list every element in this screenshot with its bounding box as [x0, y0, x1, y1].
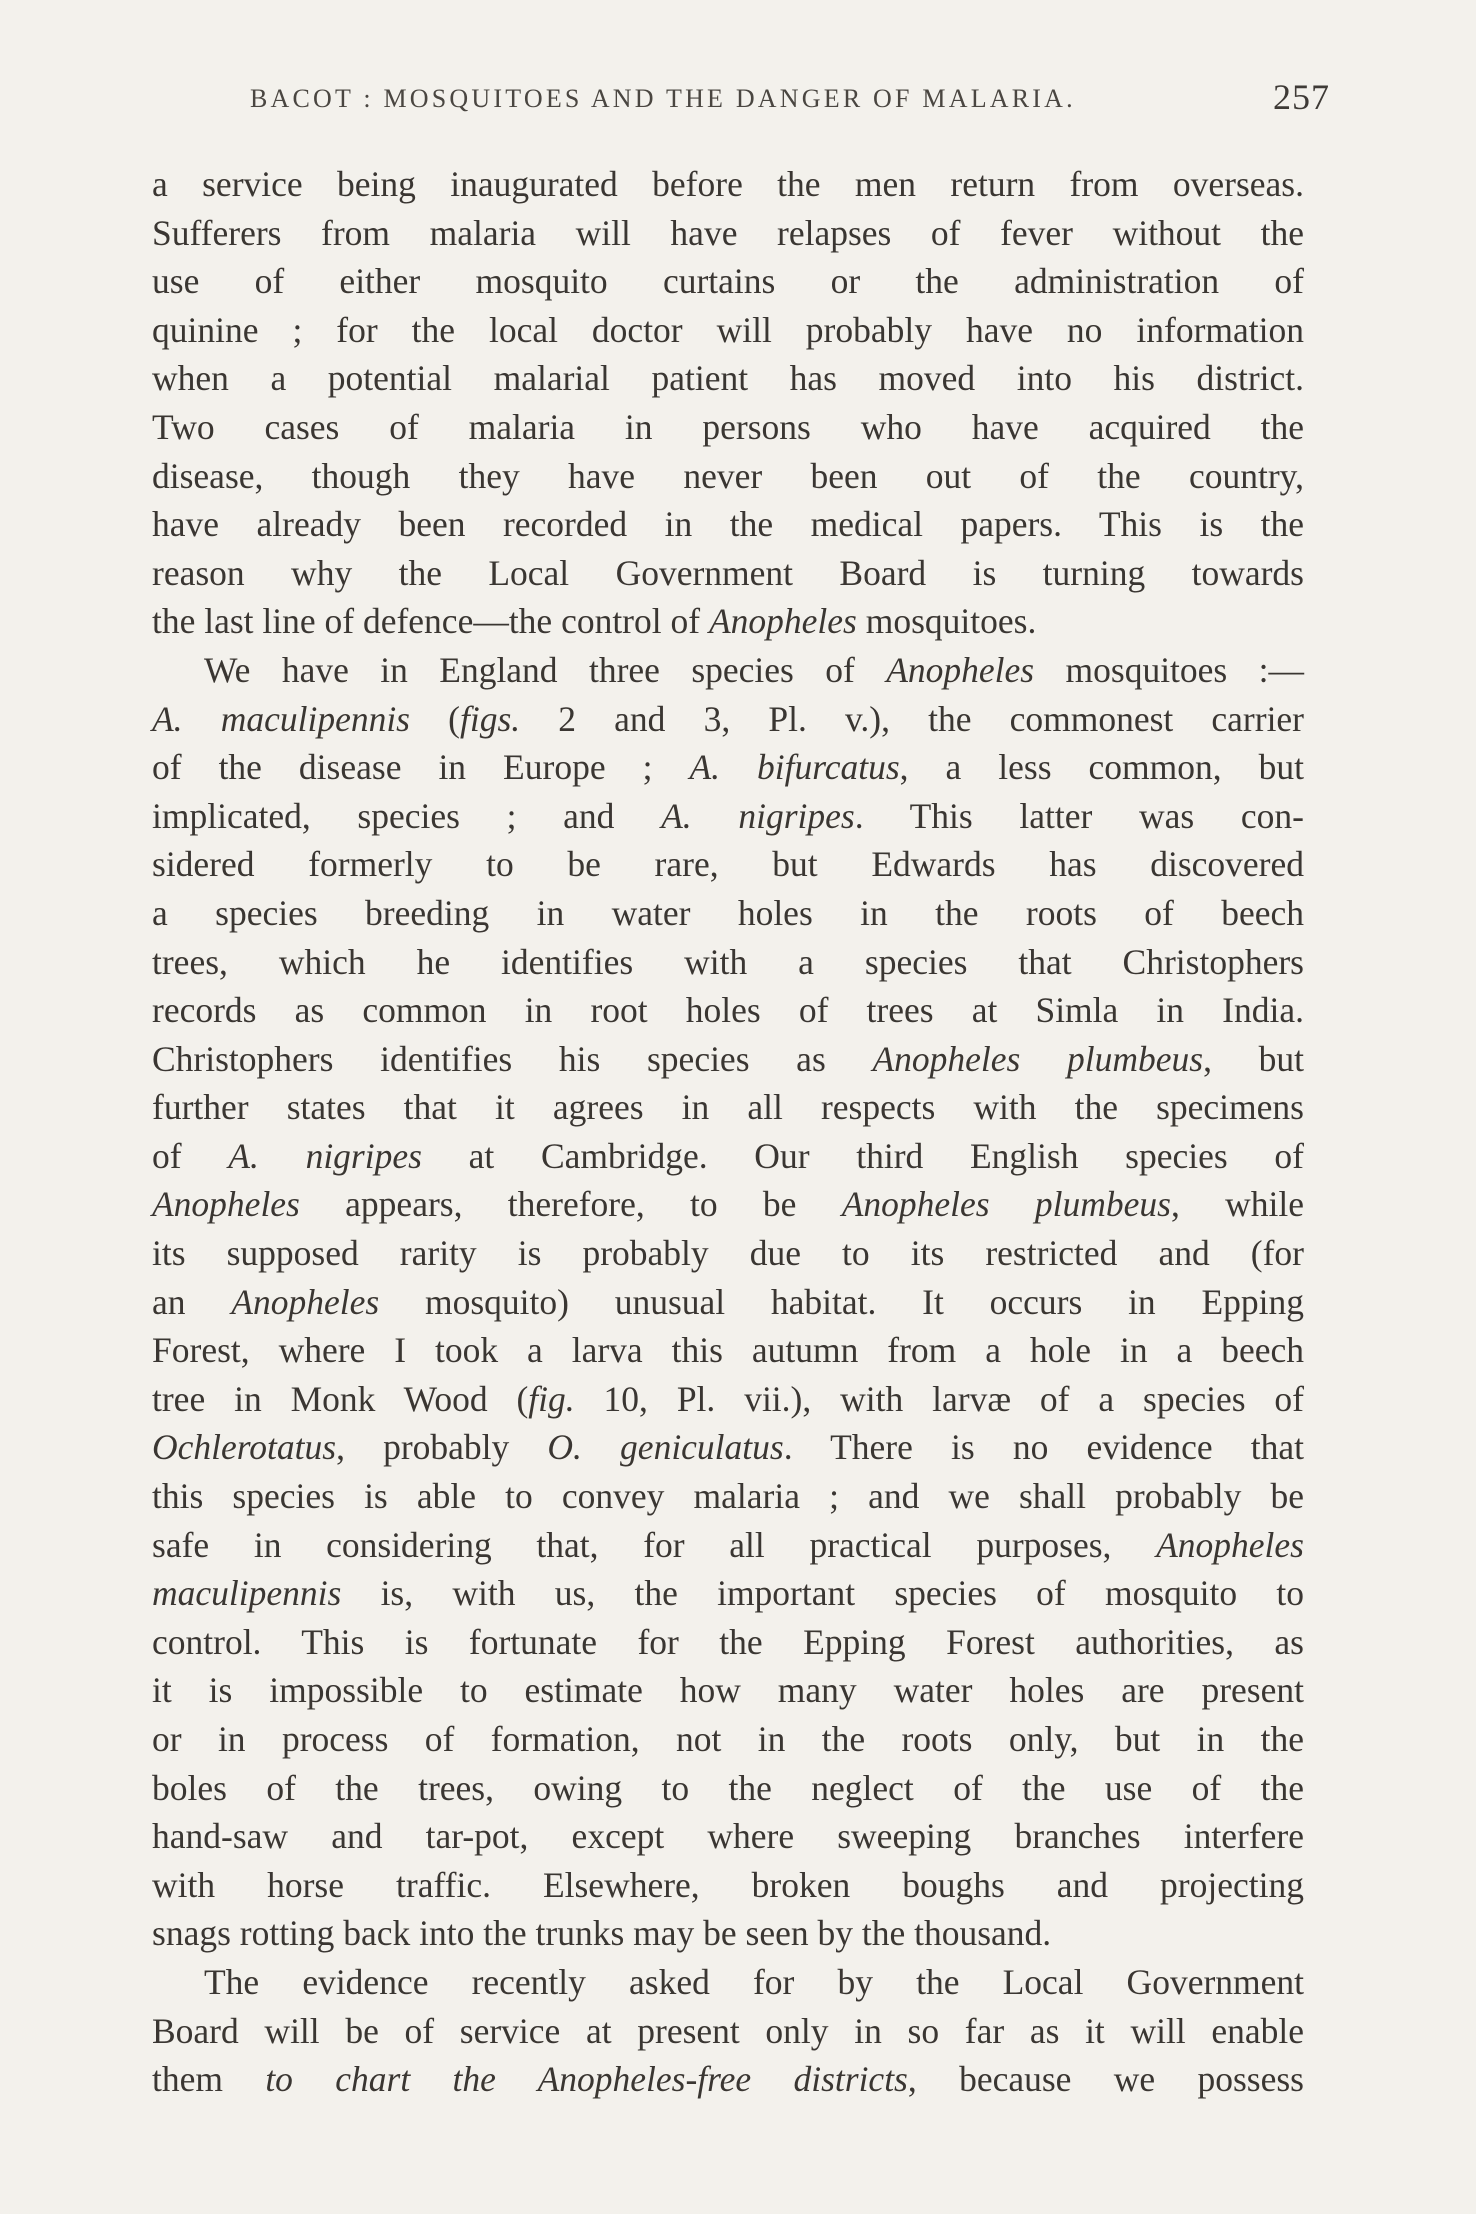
- text-line: [152, 1666, 1304, 1715]
- text-segment: (: [410, 698, 460, 739]
- text-line: [152, 1958, 1304, 2007]
- text-line: [152, 597, 1304, 646]
- text-segment: this species is able to convey malaria ; and we shall probably be: [152, 1476, 1304, 1517]
- text-line: [152, 1132, 1304, 1181]
- text-segment: boles of the trees, owing to the neglect of the use of the: [152, 1767, 1304, 1808]
- text-segment: mosquitoes.: [856, 601, 1037, 642]
- text-line: [152, 1375, 1304, 1424]
- text-segment: , but: [1203, 1038, 1304, 1079]
- text-segment: of the disease in Europe ;: [152, 747, 690, 788]
- italic-text: figs.: [459, 698, 521, 739]
- text-segment: when a potential malarial patient has moved into his district.: [152, 358, 1304, 399]
- text-segment: tree in Monk Wood (: [152, 1378, 529, 1419]
- text-line: [152, 1812, 1304, 1861]
- text-segment: , probably: [336, 1427, 548, 1468]
- text-line: [152, 1472, 1304, 1521]
- text-line: [152, 1764, 1304, 1813]
- text-segment: Sufferers from malaria will have relapses of fever without the: [152, 212, 1304, 253]
- text-segment: or in process of formation, not in the roots only, but in the: [152, 1719, 1304, 1759]
- text-segment: disease, though they have never been out of the country,: [152, 455, 1304, 496]
- text-line: [152, 986, 1304, 1035]
- text-line: [152, 354, 1304, 403]
- text-line: [152, 1861, 1304, 1910]
- italic-text: Ochlerotatus: [152, 1427, 337, 1468]
- text-segment: , a less common, but: [899, 747, 1304, 788]
- text-segment: . There is no evidence that: [783, 1427, 1304, 1468]
- text-segment: reason why the Local Government Board is turning towards: [152, 552, 1304, 593]
- italic-text: Anopheles plumbeus: [841, 1184, 1171, 1225]
- running-title: BACOT : MOSQUITOES AND THE DANGER OF MALARIA.: [250, 84, 1076, 113]
- text-segment: have already been recorded in the medical papers. This is the: [152, 504, 1304, 545]
- running-header: [150, 76, 1330, 126]
- text-segment: a species breeding in water holes in the roots of beech: [152, 892, 1304, 933]
- text-segment: with horse traffic. Elsewhere, broken boughs and projecting: [152, 1864, 1304, 1905]
- text-line: [152, 403, 1304, 452]
- text-line: [152, 889, 1304, 938]
- text-segment: at Cambridge. Our third English species of: [421, 1135, 1304, 1176]
- text-line: [152, 743, 1304, 792]
- text-line: [152, 160, 1304, 209]
- text-segment: an: [152, 1281, 232, 1322]
- text-line: [152, 695, 1304, 744]
- text-segment: mosquito) unusual habitat. It occurs in Epping: [379, 1281, 1304, 1322]
- text-segment: Christophers identifies his species as: [152, 1038, 873, 1079]
- text-line: [152, 209, 1304, 258]
- text-line: [152, 1618, 1304, 1667]
- text-segment: is, with us, the important species of mosquito to: [341, 1573, 1304, 1614]
- text-line: [152, 2007, 1304, 2056]
- text-segment: . This latter was con-: [854, 795, 1304, 836]
- text-segment: Two cases of malaria in persons who have acquired the: [152, 406, 1304, 447]
- italic-text: Anopheles: [152, 1184, 300, 1225]
- text-segment: quinine ; for the local doctor will probably have no information: [152, 309, 1304, 350]
- text-segment: a service being inaugurated before the men return from overseas.: [152, 164, 1304, 204]
- text-line: [152, 1715, 1304, 1764]
- italic-text: maculipennis: [152, 1573, 342, 1614]
- italic-text: A. nigripes: [661, 795, 855, 836]
- italic-text: Anopheles: [231, 1281, 380, 1322]
- text-segment: them: [152, 2059, 266, 2100]
- text-segment: hand-saw and tar-pot, except where sweeping branches interfere: [152, 1816, 1304, 1857]
- text-segment: , while: [1170, 1184, 1305, 1225]
- italic-text: Anopheles: [708, 601, 857, 642]
- text-line: [152, 549, 1304, 598]
- text-line: [152, 1423, 1304, 1472]
- text-segment: Forest, where I took a larva this autumn from a hole in a beech: [152, 1330, 1304, 1371]
- text-segment: further states that it agrees in all respects with the specimens: [152, 1087, 1304, 1128]
- text-line: [152, 1909, 1304, 1958]
- text-segment: The evidence recently asked for by the Local Government: [204, 1961, 1304, 2002]
- text-segment: trees, which he identifies with a species that Christophers: [152, 941, 1304, 982]
- text-segment: 2 and 3, Pl. v.), the commonest carrier: [520, 698, 1305, 739]
- text-segment: control. This is fortunate for the Epping Forest authorities, as: [152, 1621, 1304, 1662]
- italic-text: A. bifurcatus: [689, 747, 900, 788]
- text-segment: , because we possess: [907, 2059, 1304, 2100]
- text-segment: its supposed rarity is probably due to its restricted and (for: [152, 1233, 1304, 1274]
- italic-text: A. nigripes: [228, 1135, 422, 1176]
- text-segment: safe in considering that, for all practical purposes,: [152, 1524, 1157, 1565]
- text-segment: appears, therefore, to be: [299, 1184, 842, 1225]
- text-segment: implicated, species ; and: [152, 795, 662, 836]
- text-line: [152, 306, 1304, 355]
- text-line: [152, 1180, 1304, 1229]
- text-line: [152, 938, 1304, 987]
- text-line: [152, 1083, 1304, 1132]
- text-line: [152, 257, 1304, 306]
- text-segment: mosquitoes :—: [1034, 649, 1305, 690]
- text-segment: 10, Pl. vii.), with larvæ of a species of: [574, 1378, 1304, 1419]
- text-line: [152, 1569, 1304, 1618]
- text-segment: sidered formerly to be rare, but Edwards has discovered: [152, 844, 1304, 885]
- text-segment: Board will be of service at present only in so far as it will enable: [152, 2010, 1304, 2051]
- italic-text: fig.: [528, 1378, 575, 1419]
- text-segment: it is impossible to estimate how many water holes are present: [152, 1670, 1304, 1711]
- text-segment: of: [152, 1135, 229, 1176]
- text-segment: records as common in root holes of trees at Simla in India.: [152, 990, 1304, 1031]
- italic-text: Anopheles: [886, 649, 1035, 690]
- text-line: [152, 500, 1304, 549]
- text-line: [152, 1278, 1304, 1327]
- text-line: [152, 1521, 1304, 1570]
- text-line: [152, 452, 1304, 501]
- text-line: [152, 1035, 1304, 1084]
- text-line: [152, 646, 1304, 695]
- text-line: [152, 792, 1304, 841]
- text-segment: snags rotting back into the trunks may be seen by the thousand.: [152, 1913, 1052, 1954]
- italic-text: to chart the Anopheles-free districts: [265, 2059, 908, 2100]
- italic-text: O. geniculatus: [547, 1427, 784, 1468]
- text-line: [152, 840, 1304, 889]
- text-line: [152, 1326, 1304, 1375]
- body-text: [152, 160, 1304, 2104]
- italic-text: Anopheles plumbeus: [872, 1038, 1204, 1079]
- text-line: [152, 1229, 1304, 1278]
- text-segment: use of either mosquito curtains or the administration of: [152, 261, 1304, 302]
- text-line: [152, 2055, 1304, 2104]
- italic-text: Anopheles: [1156, 1524, 1304, 1565]
- text-segment: the last line of defence—the control of: [152, 601, 709, 642]
- text-segment: We have in England three species of: [204, 649, 887, 690]
- page-number: 257: [1273, 77, 1330, 117]
- italic-text: A. maculipennis: [152, 698, 411, 739]
